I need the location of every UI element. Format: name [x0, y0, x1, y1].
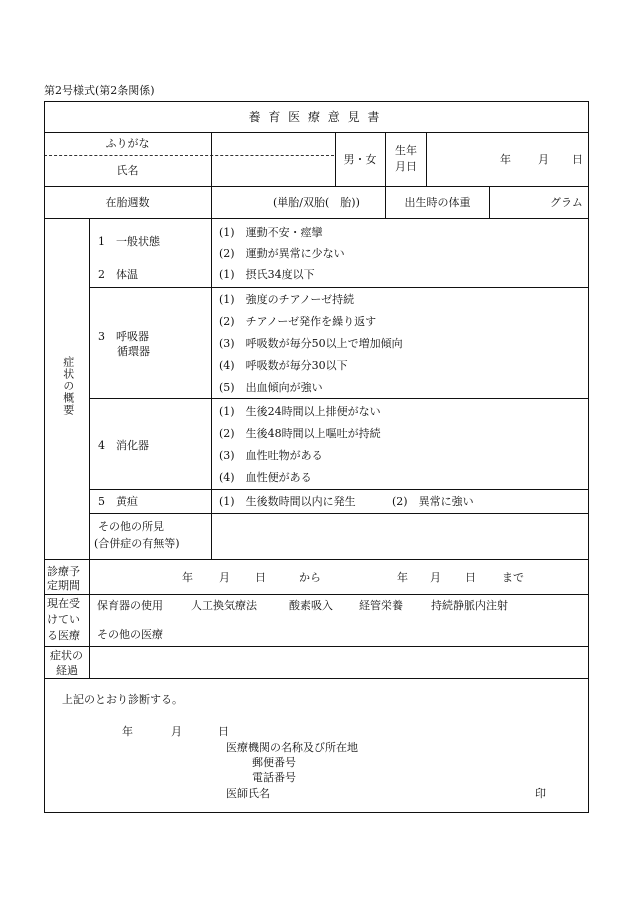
period-end-month-unit: 月 [430, 571, 441, 584]
care-iv-infusion[interactable]: 持続静脈内注射 [431, 599, 508, 612]
period-start-month-unit: 月 [219, 571, 230, 584]
current-care-label-line2: けてい [47, 613, 80, 626]
current-care-label-line3: る医療 [47, 629, 80, 642]
period-end-day-unit: 日 [465, 571, 476, 584]
care-other[interactable]: その他の医療 [97, 628, 163, 641]
course-field[interactable] [90, 647, 587, 678]
gestation-label: 在胎週数 [105, 196, 150, 209]
symptom-respiratory-item[interactable]: (3) 呼吸数が毎分50以上で増加傾向 [219, 337, 403, 350]
symptom-digestive-item[interactable]: (2) 生後48時間以上嘔吐が持続 [219, 427, 381, 440]
symptom-respiratory-item[interactable]: (4) 呼吸数が毎分30以下 [219, 359, 348, 372]
symptom-jaundice-item[interactable]: (2) 異常に強い [392, 495, 474, 508]
period-end-year-unit: 年 [397, 571, 408, 584]
period-label-line1: 診療予 [47, 565, 80, 578]
symptom-general-item[interactable]: (2) 運動が異常に少ない [219, 247, 345, 260]
furigana-label: ふりがな [105, 137, 150, 150]
name-label: 氏名 [116, 164, 139, 177]
sign-year-unit: 年 [122, 725, 133, 738]
symptom-jaundice-item[interactable]: (1) 生後数時間以内に発生 [219, 495, 356, 508]
birth-month-unit: 月 [538, 153, 549, 166]
symptom-digestive-label: 4 消化器 [98, 439, 149, 452]
course-label-line2: 経過 [56, 664, 78, 677]
form-number: 第2号様式(第2条関係) [44, 84, 155, 97]
furigana-field[interactable] [212, 133, 334, 154]
sign-day-unit: 日 [218, 725, 229, 738]
seal-mark: 印 [535, 787, 546, 800]
phone-label: 電話番号 [252, 771, 296, 784]
current-care-label-line1: 現在受 [47, 597, 80, 610]
symptom-digestive-item[interactable]: (1) 生後24時間以上排便がない [219, 405, 381, 418]
sex-field[interactable]: 男・女 [343, 153, 377, 166]
doctor-name-label: 医師氏名 [226, 787, 270, 800]
birth-weight-label: 出生時の体重 [404, 196, 471, 209]
period-until-text: まで [502, 571, 524, 584]
diagnosis-statement: 上記のとおり診断する。 [62, 693, 183, 706]
symptom-temperature-item[interactable]: (1) 摂氏34度以下 [219, 268, 315, 281]
symptom-circulatory-label: 循環器 [117, 345, 150, 358]
symptom-digestive-item[interactable]: (3) 血性吐物がある [219, 449, 323, 462]
symptom-jaundice-label: 5 黄疸 [98, 495, 138, 508]
period-start-day-unit: 日 [255, 571, 266, 584]
birth-day-unit: 日 [572, 153, 583, 166]
form-title: 養 育 医 療 意 見 書 [248, 110, 382, 124]
symptom-respiratory-item[interactable]: (2) チアノーゼ発作を繰り返す [219, 315, 377, 328]
symptoms-summary-label: 症状の概要 [61, 356, 75, 416]
sign-month-unit: 月 [171, 725, 182, 738]
symptom-respiratory-item[interactable]: (1) 強度のチアノーゼ持続 [219, 293, 355, 306]
symptom-temperature-label: 2 体温 [98, 268, 138, 281]
period-from-text: から [299, 571, 321, 584]
postal-label: 郵便番号 [252, 756, 296, 769]
birth-label-line1: 生年 [395, 144, 417, 157]
gram-unit: グラム [550, 196, 583, 209]
institution-label: 医療機関の名称及び所在地 [226, 741, 358, 754]
symptom-general-label: 1 一般状態 [98, 235, 160, 248]
period-label-line2: 定期間 [47, 579, 80, 592]
care-ventilation[interactable]: 人工換気療法 [191, 599, 257, 612]
care-tube-feeding[interactable]: 経管栄養 [359, 599, 403, 612]
course-label-line1: 症状の [50, 649, 83, 662]
complications-label: (合併症の有無等) [94, 537, 180, 550]
symptom-general-item[interactable]: (1) 運動不安・痙攣 [219, 226, 323, 239]
other-findings-label: その他の所見 [98, 520, 164, 533]
birth-type-field[interactable]: (単胎/双胎( 胎)) [273, 196, 360, 209]
care-oxygen[interactable]: 酸素吸入 [289, 599, 333, 612]
symptom-digestive-item[interactable]: (4) 血性便がある [219, 471, 312, 484]
symptom-respiratory-item[interactable]: (5) 出血傾向が強い [219, 381, 323, 394]
birth-label-line2: 月日 [395, 160, 417, 173]
birth-year-unit: 年 [500, 153, 511, 166]
care-incubator[interactable]: 保育器の使用 [97, 599, 163, 612]
period-start-year-unit: 年 [182, 571, 193, 584]
other-findings-field[interactable] [212, 514, 587, 558]
name-field[interactable] [212, 157, 334, 185]
symptom-respiratory-label: 3 呼吸器 [98, 330, 149, 343]
